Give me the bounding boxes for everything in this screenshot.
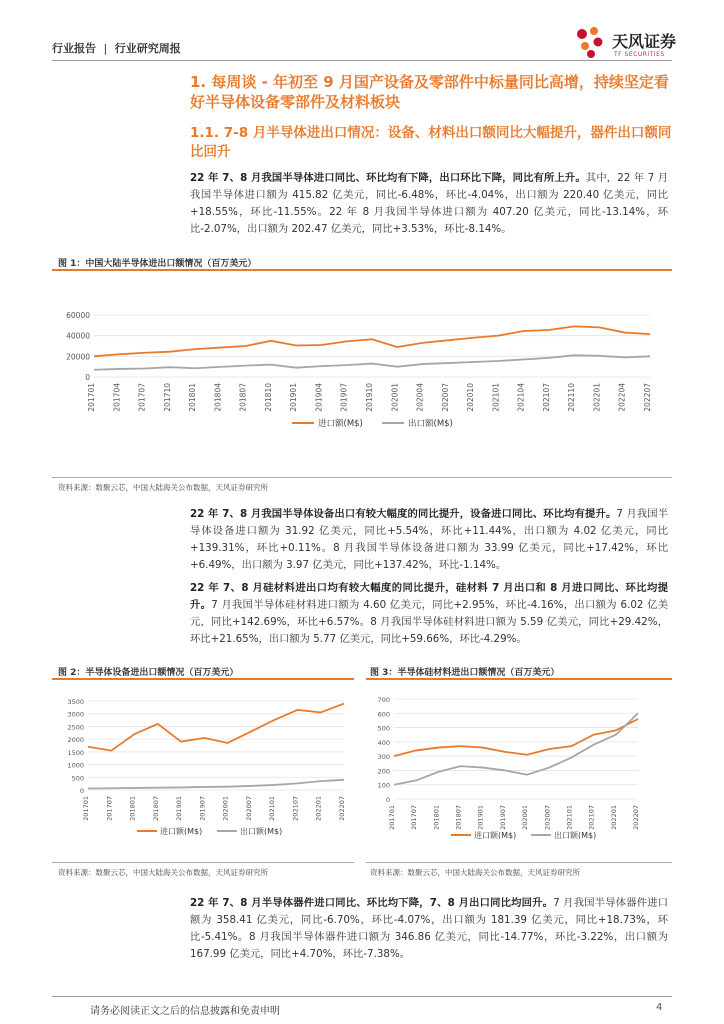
c1-x-tick: 202204 <box>617 383 627 412</box>
c2-x-tick: 202101 <box>268 796 277 821</box>
chart3-legend-import: 进口额(M$) <box>474 831 517 840</box>
figure-1-source: 资料来源：数聚云芯，中国大陆海关公布数据，天风证券研究所 <box>58 483 268 492</box>
c1-x-tick: 201710 <box>162 383 172 412</box>
paragraph-3 <box>190 580 668 648</box>
paragraph-3-lead: 22 年 7、8 月硅材料进出口均有较大幅度的同比提升，硅材料 7 月出口和 8 月进口同比、环比均提升。 <box>190 582 668 611</box>
c1-y-tick: 60000 <box>66 311 90 320</box>
chart1-import-line <box>94 326 650 356</box>
figure-2-caption: 图 2：半导体设备进出口额情况（百万美元） <box>58 668 239 678</box>
logo-subtext: TF SECURITIES <box>614 51 665 58</box>
c2-y-tick: 3500 <box>67 698 84 706</box>
figure-3-top-rule <box>366 678 672 680</box>
c1-x-tick: 202007 <box>440 383 450 412</box>
c3-y-tick: 100 <box>377 781 390 790</box>
paragraph-4 <box>190 895 668 963</box>
paragraph-1 <box>190 170 668 238</box>
c1-x-tick: 201901 <box>289 383 299 412</box>
chart1-legend-import: 进口额(M$) <box>318 419 363 429</box>
c1-y-tick: 0 <box>85 373 90 382</box>
c1-x-tick: 201704 <box>112 383 122 412</box>
chart1-x-tick-labels <box>87 383 652 412</box>
c3-x-tick: 202201 <box>609 805 618 830</box>
c3-x-tick: 201801 <box>432 805 441 830</box>
chart1-y-tick-labels <box>66 311 90 382</box>
c1-x-tick: 202201 <box>592 383 602 412</box>
c1-y-tick: 20000 <box>66 352 90 362</box>
header-sep: | <box>103 42 108 55</box>
c2-x-tick: 202207 <box>338 796 346 821</box>
c3-y-tick: 200 <box>377 767 390 776</box>
c2-y-tick: 2000 <box>67 736 84 745</box>
c2-x-tick: 202007 <box>244 796 253 821</box>
c3-y-tick: 600 <box>377 710 390 719</box>
chart3-x-tick-labels <box>388 805 640 830</box>
c3-x-tick: 201907 <box>498 805 507 830</box>
c2-y-tick: 1500 <box>67 748 84 757</box>
c1-x-tick: 201907 <box>339 383 349 412</box>
c2-x-tick: 202107 <box>291 796 300 821</box>
c2-x-tick: 201901 <box>175 796 184 821</box>
c3-x-tick: 202207 <box>632 805 640 830</box>
c1-x-tick: 202004 <box>415 383 425 412</box>
chart3-legend-export: 出口额(M$) <box>554 831 597 840</box>
paragraph-2-body: 7 月我国半导体设备进口额为 31.92 亿美元，同比+5.54%，环比+11.44%，出口额为 4.02 亿美元，同比+139.31%，环比+0.11%。8 月我国半导体设备进口额为 33.99 亿美元，同比+17.42%，环比+6.49%，出口额为 3.97 亿美元，同比+137.42%，环比-1.14%。 <box>190 508 668 571</box>
c1-x-tick: 202001 <box>390 383 400 412</box>
c2-y-tick: 3000 <box>67 710 84 719</box>
c2-x-tick: 202201 <box>314 796 323 821</box>
c3-x-tick: 201701 <box>388 805 396 830</box>
c2-x-tick: 201701 <box>82 796 90 821</box>
c2-x-tick: 201707 <box>105 796 114 821</box>
header-divider <box>52 60 672 61</box>
header-category: 行业报告 <box>52 42 96 55</box>
c3-x-tick: 202001 <box>521 805 530 830</box>
paragraph-4-lead: 22 年 7、8 月半导体器件进口同比、环比均下降，7、8 月出口同比均回升。 <box>190 897 554 909</box>
c3-y-tick: 500 <box>377 724 390 733</box>
figure-3-chart <box>366 685 672 860</box>
chart1-legend <box>292 418 453 429</box>
chart3-legend <box>451 830 596 840</box>
figure-2-top-rule <box>52 678 354 680</box>
c3-y-tick: 700 <box>377 696 390 704</box>
c1-x-tick: 202110 <box>567 383 577 412</box>
figure-2-bottom-rule <box>52 862 354 863</box>
c3-x-tick: 201707 <box>410 805 419 830</box>
page-number: 4 <box>656 1002 663 1013</box>
figure-2-chart <box>52 685 354 860</box>
c3-y-tick: 400 <box>377 738 390 747</box>
c3-x-tick: 202107 <box>587 805 596 830</box>
report-header <box>52 40 181 56</box>
c2-y-tick: 2500 <box>67 723 84 732</box>
footer-divider <box>52 996 672 997</box>
chart2-export-line <box>88 780 344 789</box>
c3-y-tick: 300 <box>377 753 390 762</box>
c1-x-tick: 201807 <box>238 383 248 412</box>
figure-3-caption: 图 3：半导体硅材料进出口额情况（百万美元） <box>370 668 560 678</box>
brand-logo <box>572 24 702 64</box>
figure-3-source: 资料来源：数聚云芯，中国大陆海关公布数据，天风证券研究所 <box>370 868 580 877</box>
c1-x-tick: 202010 <box>466 383 476 412</box>
c3-x-tick: 201807 <box>454 805 463 830</box>
paragraph-2-lead: 22 年 7、8 月我国半导体设备出口有较大幅度的同比提升，设备进口同比、环比均有提升。 <box>190 508 617 520</box>
c2-x-tick: 201907 <box>198 796 207 821</box>
section-title: 1. 每周谈 - 年初至 9 月国产设备及零部件中标量同比高增，持续坚定看好半导体设备零部件及材料板块 <box>190 73 669 111</box>
c3-x-tick: 202101 <box>565 805 574 830</box>
chart2-legend-import: 进口额(M$) <box>160 827 203 836</box>
c1-x-tick: 201707 <box>137 383 147 412</box>
figure-1-top-rule <box>52 269 672 271</box>
c1-x-tick: 201801 <box>188 383 198 412</box>
c1-x-tick: 201904 <box>314 383 324 412</box>
paragraph-2 <box>190 506 668 574</box>
c3-x-tick: 202007 <box>543 805 552 830</box>
footer-disclaimer: 请务必阅读正文之后的信息披露和免责申明 <box>90 1006 280 1017</box>
chart1-legend-export: 出口额(M$) <box>408 419 453 429</box>
c2-y-tick: 0 <box>79 787 84 795</box>
header-subcategory: 行业研究周报 <box>114 42 181 55</box>
figure-2-source: 资料来源：数聚云芯，中国大陆海关公布数据，天风证券研究所 <box>58 868 268 877</box>
c2-x-tick: 201801 <box>128 796 137 821</box>
c1-x-tick: 201804 <box>213 383 223 412</box>
figure-3-bottom-rule <box>366 862 672 863</box>
chart2-legend-export: 出口额(M$) <box>240 827 283 836</box>
c1-x-tick: 201910 <box>365 383 374 412</box>
c2-y-tick: 1000 <box>67 761 84 770</box>
logo-text: 天风证券 <box>612 32 677 51</box>
figure-1-chart <box>52 275 672 475</box>
chart3-y-tick-labels <box>378 696 390 804</box>
chart2-x-tick-labels <box>82 796 346 821</box>
c1-x-tick: 202104 <box>516 383 526 412</box>
figure-1-caption: 图 1：中国大陆半导体进出口额情况（百万美元） <box>58 259 257 269</box>
c3-y-tick: 0 <box>385 796 390 804</box>
paragraph-1-body: 其中，22 年 7 月我国半导体进口额为 415.82 亿美元，同比-6.48%，环比-4.04%，出口额为 220.40 亿美元，同比+18.55%，环比-11.55%。22 年 8 月我国半导体进口额为 407.20 亿美元，同比-13.14%，环比-2.07%，出口额为 202.47 亿美元，同比+3.53%，环比-8.14%。 <box>190 172 668 235</box>
logo-mark-icon <box>572 24 608 60</box>
c1-x-tick: 201810 <box>263 383 273 412</box>
chart2-gridlines <box>88 701 344 790</box>
c1-y-tick: 40000 <box>66 331 90 341</box>
paragraph-1-lead: 22 年 7、8 月我国半导体进口同比、环比均有下降，出口环比下降，同比有所上升。 <box>190 172 586 184</box>
c1-x-tick: 202207 <box>643 383 652 412</box>
chart3-import-line <box>394 719 638 756</box>
c3-x-tick: 201901 <box>476 805 485 830</box>
chart2-y-tick-labels <box>67 698 84 795</box>
c2-x-tick: 201807 <box>151 796 160 821</box>
c1-x-tick: 202101 <box>491 383 501 412</box>
c2-y-tick: 500 <box>71 774 84 783</box>
paragraph-4-body: 7 月我国半导体器件进口额为 358.41 亿美元，同比-6.70%，环比-4.07%，出口额为 181.39 亿美元，同比+18.73%，环比-5.41%。8 月我国半导体器件进口额为 346.86 亿美元，同比-14.77%，环比-3.22%，出口额为 167.99 亿美元，同比+4.70%，环比-7.38%。 <box>190 897 669 960</box>
paragraph-3-body: 7 月我国半导体硅材料进口额为 4.60 亿美元，同比+2.95%，环比-4.16%，出口额为 6.02 亿美元，同比+142.69%，环比+6.57%。8 月我国半导体硅材料进口额为 5.59 亿美元，同比+29.42%，环比+21.65%，出口额为 5.77 亿美元，同比+59.66%，环比-4.29%。 <box>190 599 668 645</box>
figure-1-bottom-rule <box>52 477 672 478</box>
chart2-legend <box>137 826 282 836</box>
subsection-title: 1.1. 7-8 月半导体进出口情况：设备、材料出口额同比大幅提升，器件出口额同比回升 <box>190 125 672 160</box>
c1-x-tick: 201701 <box>87 383 96 412</box>
c1-x-tick: 202107 <box>541 382 551 412</box>
chart1-export-line <box>94 355 650 369</box>
chart2-import-line <box>88 704 344 751</box>
c2-x-tick: 202001 <box>221 796 230 821</box>
